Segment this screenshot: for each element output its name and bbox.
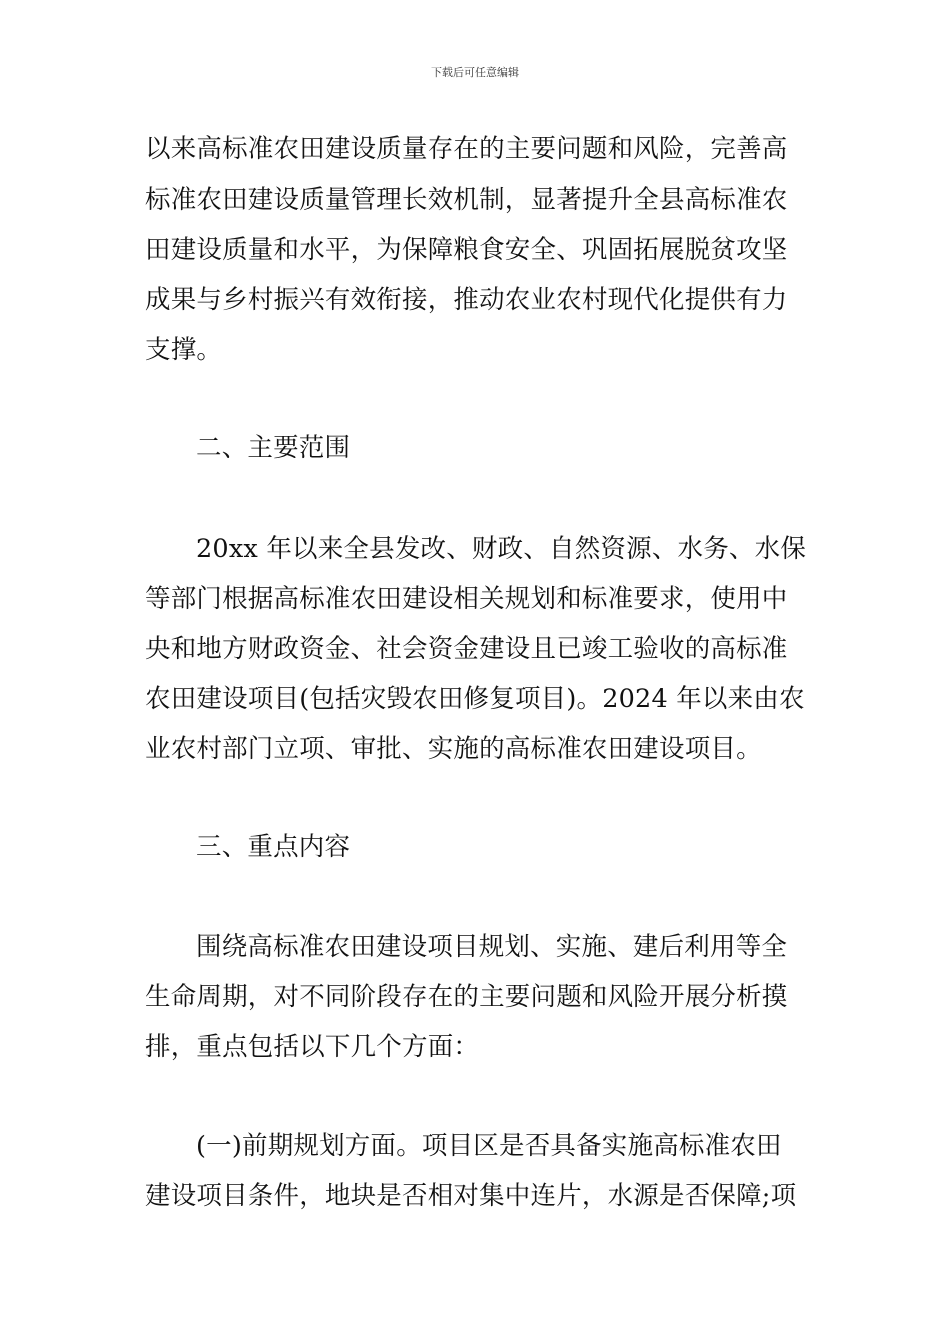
paragraph-line: 建设项目条件，地块是否相对集中连片，水源是否保障;项 <box>145 1181 797 1211</box>
section-heading: 二、主要范围 <box>196 433 351 463</box>
paragraph-line: 围绕高标准农田建设项目规划、实施、建后利用等全 <box>196 932 788 962</box>
section-heading: 三、重点内容 <box>196 832 351 862</box>
paragraph-line: 以来高标准农田建设质量存在的主要问题和风险，完善高 <box>145 134 788 164</box>
paragraph-line: 农田建设项目(包括灾毁农田修复项目)。2024 年以来由农 <box>145 684 805 714</box>
paragraph-line: 田建设质量和水平，为保障粮食安全、巩固拓展脱贫攻坚 <box>145 235 788 265</box>
paragraph-line: 生命周期，对不同阶段存在的主要问题和风险开展分析摸 <box>145 982 788 1012</box>
paragraph-line: 央和地方财政资金、社会资金建设且已竣工验收的高标准 <box>145 634 788 664</box>
paragraph-line: 成果与乡村振兴有效衔接，推动农业农村现代化提供有力 <box>145 285 788 315</box>
paragraph-line: 排，重点包括以下几个方面： <box>145 1032 480 1062</box>
paragraph-line: 20xx 年以来全县发改、财政、自然资源、水务、水保 <box>196 534 807 564</box>
paragraph-line: (一)前期规划方面。项目区是否具备实施高标准农田 <box>196 1131 782 1161</box>
paragraph-line: 业农村部门立项、审批、实施的高标准农田建设项目。 <box>145 734 762 764</box>
paragraph-line: 支撑。 <box>145 335 223 365</box>
page-header: 下载后可任意编辑 <box>431 66 519 79</box>
paragraph-line: 等部门根据高标准农田建设相关规划和标准要求，使用中 <box>145 584 788 614</box>
paragraph-line: 标准农田建设质量管理长效机制，显著提升全县高标准农 <box>145 185 788 215</box>
